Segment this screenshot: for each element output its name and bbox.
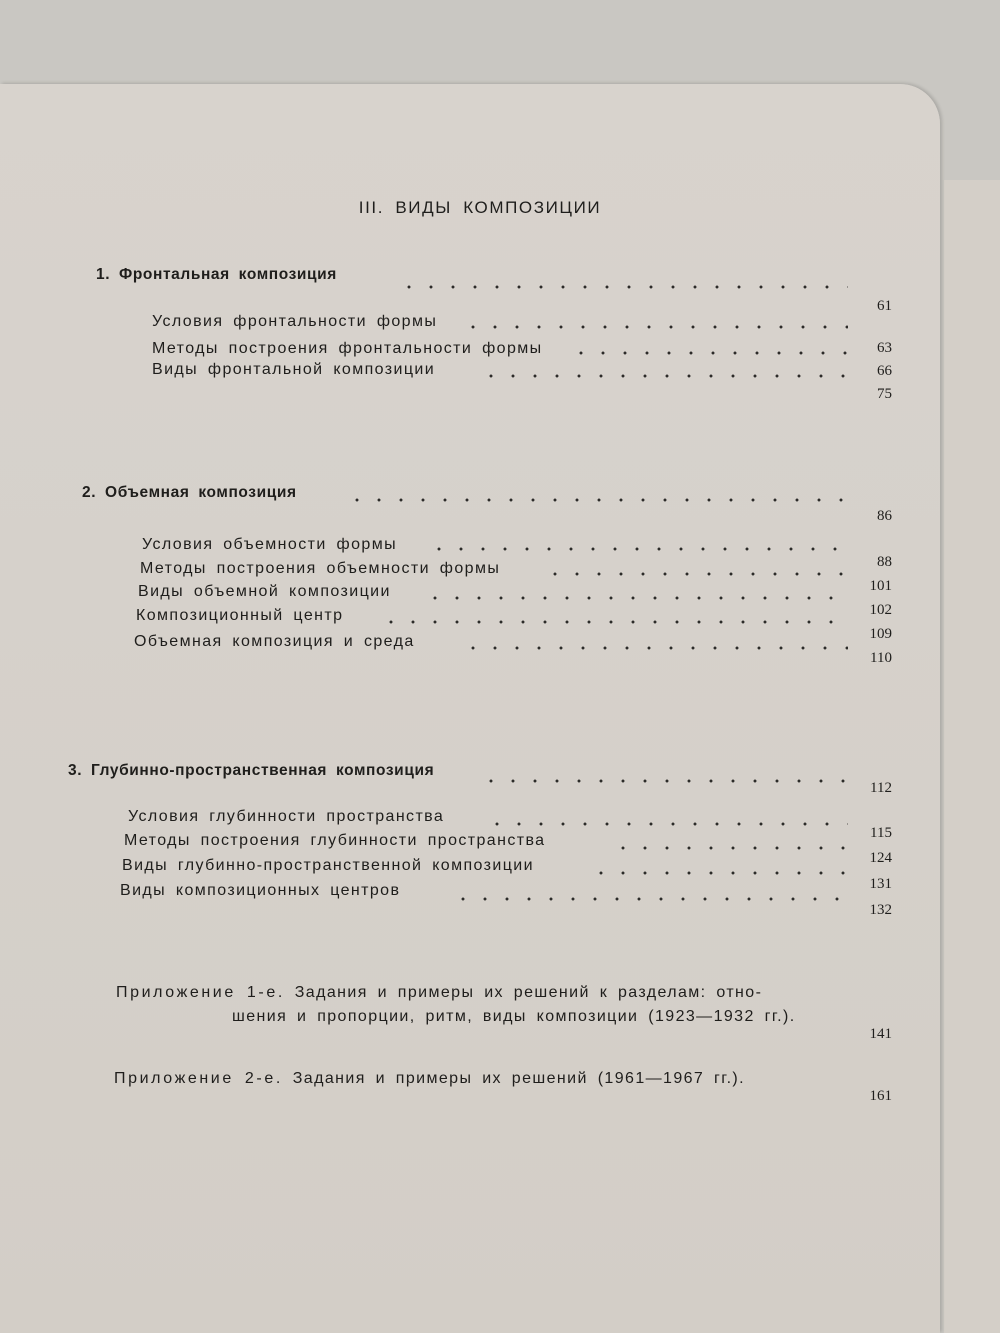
appendix-2-text: Задания и примеры их решений (1961—1967 гг.).: [292, 1070, 745, 1087]
toc-entry: Методы построения фронтальности формы: [152, 340, 543, 357]
dot-leader: [424, 596, 848, 600]
page-number: 115: [870, 825, 892, 841]
toc-entry: Виды композиционных центров: [120, 882, 401, 899]
toc-entry: Методы построения глубинности пространства: [124, 832, 546, 849]
dot-leader: [462, 325, 848, 329]
toc-entry: Объемная композиция и среда: [134, 633, 415, 650]
page-number: 109: [869, 626, 892, 642]
page-number: 88: [877, 554, 892, 570]
dot-leader: [480, 374, 848, 378]
page-number: 66: [877, 363, 892, 379]
next-page-edge: [944, 180, 1000, 1333]
dot-leader: [480, 779, 848, 783]
dot-leader: [380, 620, 848, 624]
toc-entry: Методы построения объемности формы: [140, 560, 501, 577]
appendix-2-prefix: Приложение 2-е.: [114, 1070, 283, 1087]
page-number: 131: [869, 876, 892, 892]
dot-leader: [346, 498, 848, 502]
appendix-1-text: Задания и примеры их решений к разделам: отно-: [294, 984, 763, 1001]
appendix-1-line-2: шения и пропорции, ритм, виды композиции (1923—1932 гг.).: [232, 1008, 796, 1025]
dot-leader: [452, 897, 848, 901]
page-number: 132: [869, 902, 892, 918]
section-heading-3: 3. Глубинно-пространственная композиция: [68, 762, 435, 779]
toc-entry: Виды глубинно-пространственной композиции: [122, 857, 534, 874]
section-heading-2: 2. Объемная композиция: [82, 484, 297, 501]
page-number: 101: [869, 578, 892, 594]
dot-leader: [590, 871, 848, 875]
toc-entry: Виды фронтальной композиции: [152, 361, 436, 378]
dot-leader: [570, 351, 848, 355]
section-heading-1: 1. Фронтальная композиция: [96, 266, 337, 283]
page-number: 141: [869, 1026, 892, 1042]
appendix-1-line-1: [116, 984, 762, 1002]
part-title: III. ВИДЫ КОМПОЗИЦИИ: [358, 198, 602, 217]
page-number: 61: [877, 298, 892, 314]
toc-entry: Виды объемной композиции: [138, 583, 391, 600]
toc-entry: Условия объемности формы: [142, 536, 397, 553]
page-number: 86: [877, 508, 892, 524]
page-number: 124: [869, 850, 892, 866]
toc-entry: Композиционный центр: [136, 607, 344, 624]
appendix-2-line: [114, 1070, 745, 1088]
dot-leader: [398, 285, 848, 289]
page-number: 63: [877, 340, 892, 356]
dot-leader: [428, 547, 848, 551]
dot-leader: [612, 846, 848, 850]
toc-entry: Условия фронтальности формы: [152, 313, 438, 330]
page-number: 161: [869, 1088, 892, 1104]
page-number: 75: [877, 386, 892, 402]
toc-entry: Условия глубинности пространства: [128, 808, 445, 825]
page-number: 112: [870, 780, 892, 796]
appendix-1-prefix: Приложение 1-е.: [116, 984, 285, 1001]
dot-leader: [462, 646, 848, 650]
dot-leader: [544, 572, 848, 576]
page-number: 102: [869, 602, 892, 618]
page-number: 110: [870, 650, 892, 666]
dot-leader: [486, 822, 848, 826]
